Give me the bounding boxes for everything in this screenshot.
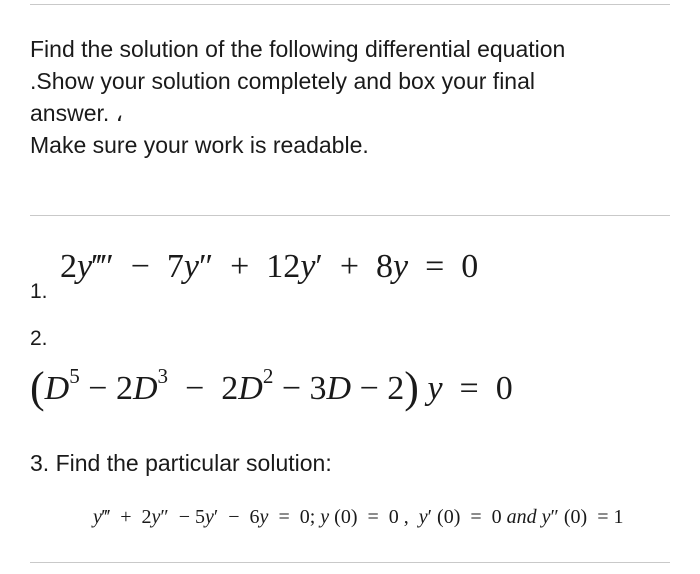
bottom-divider bbox=[30, 562, 670, 563]
section-divider bbox=[30, 215, 670, 216]
problem-3-equation: y‴ + 2y″ − 5y′ − 6y = 0; y (0) = 0 , y′ (0) = 0 and y″ (0) = 1 bbox=[93, 506, 624, 528]
top-divider bbox=[30, 4, 670, 5]
problem-1-number: 1. bbox=[30, 280, 48, 303]
problem-1-equation bbox=[60, 248, 478, 286]
instruction-line-2: .Show your solution completely and box your final bbox=[30, 68, 536, 94]
instruction-line-4: Make sure your work is readable. bbox=[30, 132, 369, 158]
instruction-line-3: answer. ، bbox=[30, 100, 124, 126]
problem-1-equation-text: 2y‴′ − 7y″ + 12y′ + 8y = 0 bbox=[60, 248, 479, 285]
instructions bbox=[30, 33, 670, 161]
problem-2-equation: $(D^5 - 2D^3 - 2D^2 - 3D - 2) y = 0$ bbox=[30, 363, 513, 412]
problem-3-prompt: 3. Find the particular solution: bbox=[30, 450, 332, 476]
problem-2-number: 2. bbox=[30, 327, 48, 350]
instruction-line-1: Find the solution of the following differential equation bbox=[30, 36, 566, 62]
